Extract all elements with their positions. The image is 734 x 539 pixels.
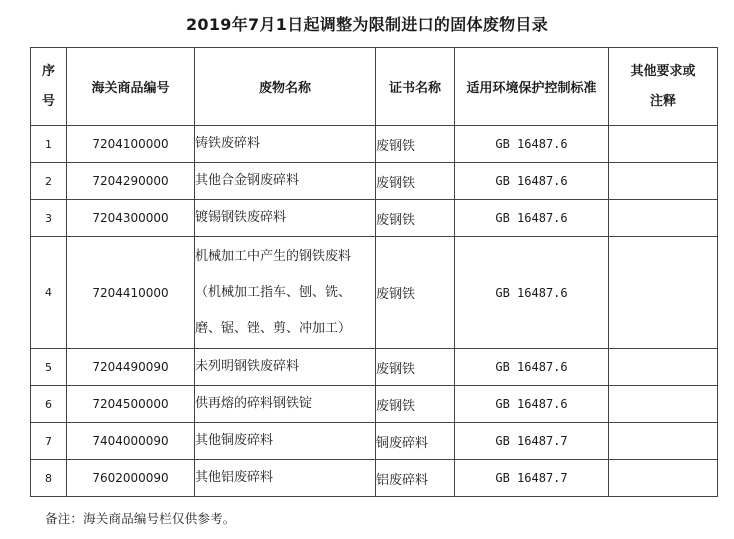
cell-standard: GB 16487.6 [455,163,609,200]
cell-code: 7204100000 [67,126,195,163]
cell-name [195,237,376,349]
header-standard: 适用环境保护控制标准 [455,48,609,126]
table-row [31,237,718,349]
name-line: （机械加工指车、刨、铣、 [195,284,352,300]
name-line: 其他铝废碎料 [195,470,274,485]
cell-seq: 2 [31,163,67,200]
cell-seq: 6 [31,386,67,423]
cell-seq: 8 [31,460,67,497]
header-name: 废物名称 [195,48,376,126]
cell-seq: 3 [31,200,67,237]
cell-cert: 铝废碎料 [376,460,455,497]
header-seq-line-2: 号 [41,93,55,109]
table-row [31,126,718,163]
name-line: 铸铁废碎料 [195,136,261,151]
cell-name [195,386,376,423]
cell-note [609,126,718,163]
table-row [31,349,718,386]
cell-code: 7204500000 [67,386,195,423]
table-row [31,386,718,423]
cell-note [609,349,718,386]
cell-code: 7204410000 [67,237,195,349]
header-seq [31,48,67,126]
header-note-line-2: 注释 [649,93,676,109]
cell-code: 7204290000 [67,163,195,200]
cell-standard: GB 16487.7 [455,423,609,460]
cell-standard: GB 16487.6 [455,200,609,237]
cell-code: 7204300000 [67,200,195,237]
cell-note [609,386,718,423]
cell-name [195,163,376,200]
cell-cert: 废钢铁 [376,200,455,237]
cell-cert: 废钢铁 [376,349,455,386]
cell-name [195,349,376,386]
cell-standard: GB 16487.6 [455,237,609,349]
page-title: 2019年7月1日起调整为限制进口的固体废物目录 [186,15,548,34]
cell-name [195,423,376,460]
cell-code: 7404000090 [67,423,195,460]
name-line: 未列明钢铁废碎料 [195,359,300,374]
cell-note [609,460,718,497]
cell-seq: 5 [31,349,67,386]
cell-cert: 废钢铁 [376,237,455,349]
header-seq-line-1: 序 [41,63,55,79]
name-line: 其他铜废碎料 [195,433,274,448]
header-note-line-1: 其他要求或 [630,63,696,79]
cell-note [609,237,718,349]
cell-standard: GB 16487.6 [455,349,609,386]
cell-cert: 废钢铁 [376,126,455,163]
cell-code: 7204490090 [67,349,195,386]
name-line: 镀锡钢铁废碎料 [195,210,287,225]
cell-name [195,460,376,497]
cell-standard: GB 16487.6 [455,126,609,163]
cell-name [195,126,376,163]
name-line: 供再熔的碎料钢铁锭 [195,396,313,411]
cell-note [609,200,718,237]
cell-cert: 铜废碎料 [376,423,455,460]
table-row [31,423,718,460]
cell-note [609,423,718,460]
footnote: 备注：海关商品编号栏仅供参考。 [45,511,236,526]
table-row [31,163,718,200]
cell-standard: GB 16487.6 [455,386,609,423]
cell-note [609,163,718,200]
header-note [609,48,718,126]
name-line: 磨、锯、锉、剪、冲加工） [195,320,352,336]
cell-cert: 废钢铁 [376,386,455,423]
cell-code: 7602000090 [67,460,195,497]
cell-standard: GB 16487.7 [455,460,609,497]
header-cert: 证书名称 [376,48,455,126]
name-line: 机械加工中产生的钢铁废料 [195,248,352,264]
header-code: 海关商品编号 [67,48,195,126]
table-row [31,200,718,237]
waste-catalog-table [30,47,718,497]
cell-seq: 7 [31,423,67,460]
table-header-row [31,48,718,126]
name-line: 其他合金钢废碎料 [195,173,300,188]
cell-name [195,200,376,237]
cell-seq: 4 [31,237,67,349]
cell-cert: 废钢铁 [376,163,455,200]
cell-seq: 1 [31,126,67,163]
table-row [31,460,718,497]
